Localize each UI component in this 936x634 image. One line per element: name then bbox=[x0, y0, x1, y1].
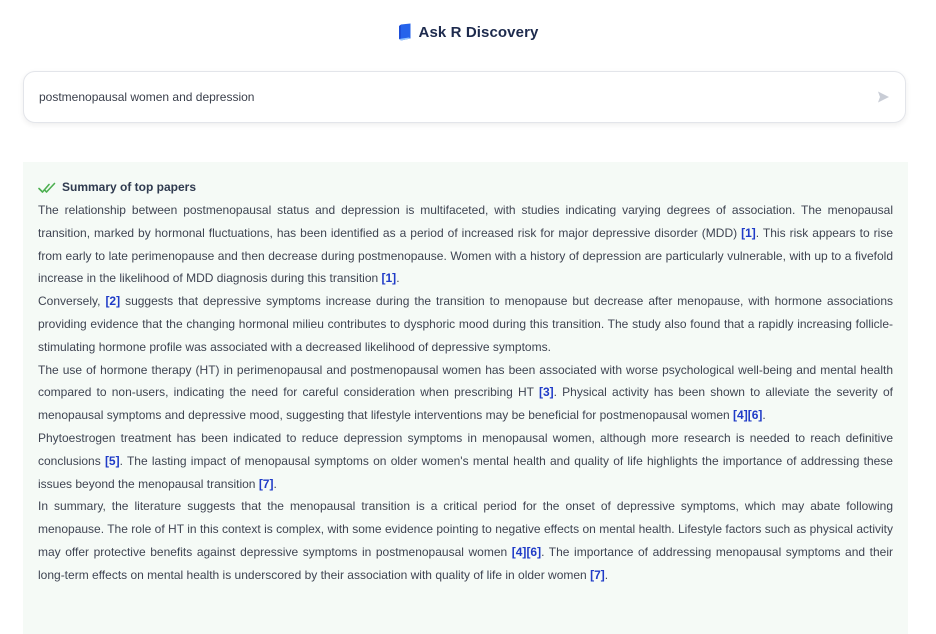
summary-text: suggests that depressive symptoms increase during the transition to menopause but decrease after menopause, with hormone associations providing evidence that the changing hormonal milieu contributes to dysphoric mood during this transition. The study also found that a rapidly increasing follicle-stimulating hormone profile was associated with a decreased likelihood of depressive symptoms. bbox=[38, 294, 893, 354]
summary-text: . The importance of addressing menopausal symptoms and their long-term effects on mental health is underscored by their association with quality of life in older women bbox=[38, 544, 893, 582]
summary-text: In summary, the literature suggests that the menopausal transition is a critical period for the onset of depressive symptoms, which may abate following menopause. The role of HT in this context is complex, with some evidence pointing to negative effects on mental health. Lifestyle factors such as physical activity may offer protective benefits against depressive symptoms in postmenopausal women bbox=[38, 499, 893, 559]
summary-paragraph bbox=[38, 495, 893, 586]
double-check-icon bbox=[38, 181, 56, 193]
summary-text: The relationship between postmenopausal status and depression is multifaceted, with studies indicating varying degrees of association. The menopausal transition, marked by hormonal fluctuations, has been identified as a period of increased risk for major depressive disorder (MDD) bbox=[38, 203, 893, 240]
citation-link[interactable]: [7] bbox=[590, 567, 605, 582]
citation-link[interactable]: [4] bbox=[511, 544, 527, 559]
citation-link[interactable]: [5] bbox=[104, 453, 120, 468]
citation-link[interactable]: [6] bbox=[526, 544, 542, 559]
send-arrow-icon bbox=[875, 89, 891, 105]
citation-link[interactable]: [4] bbox=[733, 408, 748, 423]
citation-link[interactable]: [1] bbox=[741, 225, 756, 240]
summary-text: . bbox=[396, 271, 400, 286]
app-title: Ask R Discovery bbox=[418, 23, 539, 41]
app-header bbox=[0, 20, 936, 44]
citation-link[interactable]: [7] bbox=[258, 476, 274, 491]
search-box bbox=[23, 71, 906, 123]
citation-link[interactable]: [3] bbox=[538, 385, 554, 400]
summary-paragraph bbox=[38, 290, 893, 358]
summary-paragraph bbox=[38, 427, 893, 495]
citation-link[interactable]: [2] bbox=[105, 294, 121, 309]
summary-text: . The lasting impact of menopausal symptoms on older women's mental health and quality of life highlights the importance of addressing these issues beyond the menopausal transition bbox=[38, 453, 893, 491]
citation-link[interactable]: [1] bbox=[381, 271, 397, 286]
summary-paragraph bbox=[38, 359, 893, 427]
summary-panel bbox=[23, 162, 908, 634]
summary-text: . Physical activity has been shown to alleviate the severity of menopausal symptoms and depressive mood, suggesting that lifestyle interventions may be beneficial for postmenopausal women bbox=[38, 385, 893, 423]
summary-text: . bbox=[762, 408, 766, 423]
book-logo-icon bbox=[398, 23, 412, 41]
summary-title: Summary of top papers bbox=[62, 180, 197, 194]
summary-header bbox=[38, 179, 893, 195]
send-button[interactable] bbox=[875, 89, 891, 105]
summary-text: . bbox=[604, 567, 609, 582]
citation-link[interactable]: [6] bbox=[747, 408, 763, 423]
summary-text: . This risk appears to rise from early to late perimenopause and then decrease during postmenopause. Women with a history of depression are particularly vulnerable, with up to a fivefold increase in the likelihood of MDD diagnosis during this transition bbox=[38, 225, 893, 286]
summary-text: . bbox=[273, 476, 277, 491]
search-input[interactable] bbox=[39, 72, 859, 122]
summary-text: Conversely, bbox=[38, 294, 106, 309]
summary-text: Phytoestrogen treatment has been indicated to reduce depression symptoms in menopausal women, although more research is needed to reach definitive conclusions bbox=[38, 430, 893, 468]
summary-body bbox=[38, 199, 893, 587]
summary-paragraph bbox=[38, 199, 893, 290]
summary-text: The use of hormone therapy (HT) in perimenopausal and postmenopausal women has been associated with worse psychological well-being and mental health compared to non-users, indicating the need for careful consideration when prescribing HT bbox=[38, 362, 893, 400]
